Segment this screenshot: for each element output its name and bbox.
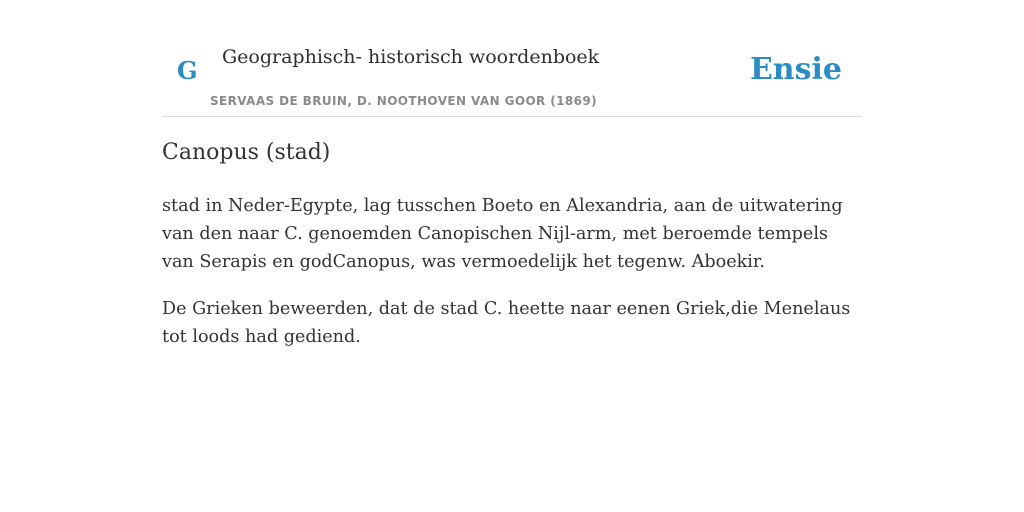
book-title-link[interactable]: Geographisch- historisch woordenboek [222,46,600,68]
ensie-logo[interactable]: Ensie [749,52,842,87]
book-letter-icon[interactable]: G [177,56,198,85]
entry-paragraph: stad in Neder-Egypte, lag tusschen Boeto en Alexandria, aan de uitwatering van den naar C. genoemden Canopischen Nijl-arm, met beroemde tempels van Serapis en godCanopus, was vermoedelijk het tegenw. Aboekir. [162,196,843,272]
page-container [162,0,862,347]
entry-title: Canopus (stad) [162,140,331,165]
book-author: SERVAAS DE BRUIN, D. NOOTHOVEN VAN GOOR (1869) [210,94,598,108]
entry-body [162,192,862,370]
source-header [162,0,862,117]
entry-paragraph: De Grieken beweerden, dat de stad C. heette naar eenen Griek,die Menelaus tot loods had gediend. [162,299,851,347]
